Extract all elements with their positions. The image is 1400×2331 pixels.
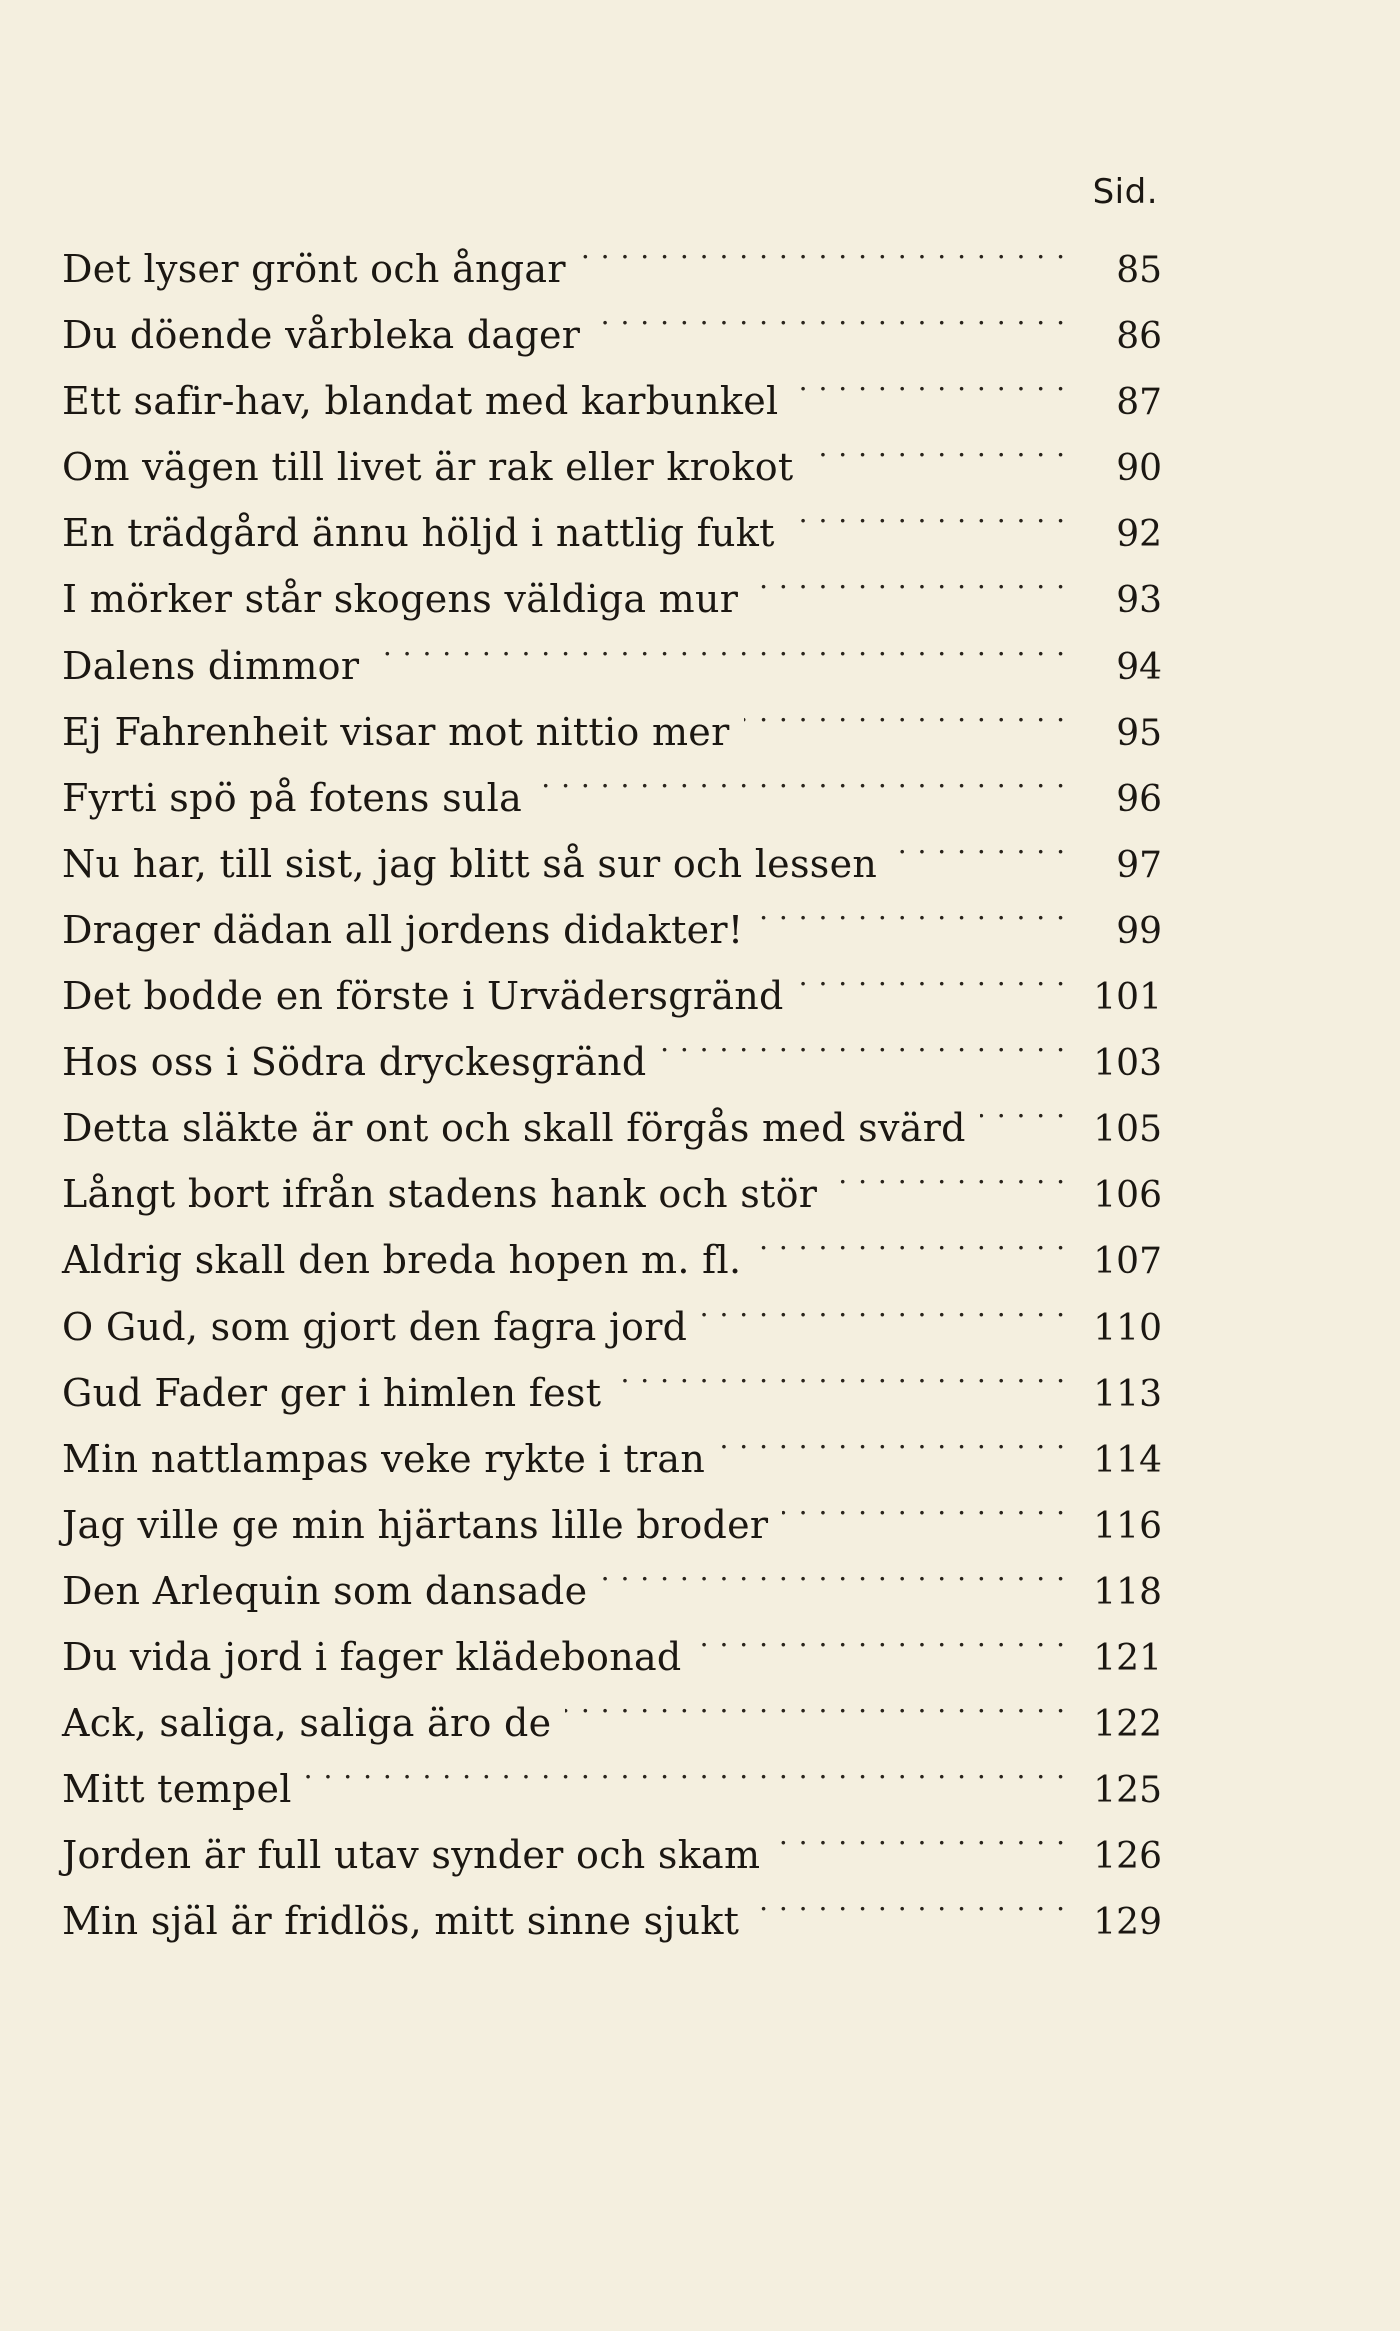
- dot-leader: [789, 480, 1066, 546]
- dot-leader: [601, 1538, 1066, 1604]
- dot-leader: [306, 1736, 1066, 1802]
- entry-title: Det lyser grönt och ångar: [62, 247, 566, 291]
- entry-title: Min nattlampas veke rykte i tran: [62, 1436, 706, 1481]
- entry-title: Ej Fahrenheit visar mot nittio mer: [62, 709, 730, 754]
- entry-page-number: 87: [1116, 382, 1162, 424]
- entry-page-number: 97: [1116, 844, 1162, 886]
- entry-title: Det bodde en förste i Urvädersgränd: [62, 974, 784, 1019]
- dot-leader: [774, 1802, 1066, 1868]
- entry-title: Fyrti spö på fotens sula: [62, 775, 523, 820]
- entry-title: Nu har, till sist, jag blitt så sur och lessen: [62, 841, 878, 886]
- entry-title: Mitt tempel: [62, 1767, 292, 1812]
- entry-title: Långt bort ifrån stadens hank och stör: [62, 1172, 818, 1217]
- dot-leader: [701, 1274, 1066, 1340]
- entry-page-number: 129: [1093, 1902, 1162, 1944]
- entry-title: Min själ är fridlös, mitt sinne sjukt: [62, 1899, 740, 1944]
- dot-leader: [696, 1604, 1066, 1670]
- entry-page-number: 114: [1093, 1439, 1162, 1481]
- entry-page-number: 85: [1116, 250, 1162, 291]
- entry-page-number: 105: [1093, 1109, 1162, 1151]
- entry-title: Jorden är full utav synder och skam: [62, 1833, 761, 1878]
- entry-title: Drager dädan all jordens didakter!: [62, 907, 744, 952]
- dot-leader: [373, 613, 1066, 679]
- entry-page-number: 110: [1093, 1307, 1162, 1349]
- entry-title: En trädgård ännu höljd i nattlig fukt: [62, 511, 775, 556]
- entry-page-number: 96: [1116, 778, 1162, 820]
- dot-leader: [744, 679, 1066, 745]
- dot-leader: [891, 811, 1066, 877]
- entry-title: Du döende vårbleka dager: [62, 313, 581, 358]
- dot-leader: [831, 1141, 1066, 1207]
- entry-page-number: 121: [1093, 1637, 1162, 1679]
- entry-page-number: 116: [1093, 1505, 1162, 1547]
- entry-page-number: 107: [1093, 1241, 1162, 1283]
- dot-leader: [752, 546, 1066, 612]
- entry-page-number: 86: [1116, 316, 1162, 358]
- entry-page-number: 99: [1116, 910, 1162, 952]
- entry-page-number: 90: [1116, 448, 1162, 490]
- entry-page-number: 122: [1093, 1704, 1162, 1746]
- entry-page-number: 101: [1093, 977, 1162, 1019]
- entry-title: O Gud, som gjort den fagra jord: [62, 1304, 688, 1349]
- entry-title: Dalens dimmor: [62, 643, 360, 688]
- entry-title: Ett safir-hav, blandat med karbunkel: [62, 379, 779, 424]
- dot-leader: [792, 348, 1066, 414]
- page-column-header: Sid.: [1092, 172, 1158, 212]
- dot-leader: [755, 1207, 1066, 1273]
- dot-leader: [980, 1075, 1066, 1141]
- dot-leader: [753, 1868, 1066, 1934]
- dot-leader: [757, 877, 1066, 943]
- entry-title: Detta släkte är ont och skall förgås med svärd: [62, 1106, 966, 1151]
- dot-leader: [580, 216, 1066, 282]
- dot-leader: [536, 745, 1066, 811]
- entry-page-number: 125: [1093, 1770, 1162, 1812]
- entry-title: Om vägen till livet är rak eller krokot: [62, 445, 794, 490]
- dot-leader: [807, 414, 1066, 480]
- entry-page-number: 118: [1093, 1571, 1162, 1613]
- dot-leader: [594, 282, 1066, 348]
- entry-title: Ack, saliga, saliga äro de: [62, 1701, 552, 1746]
- entry-title: Den Arlequin som dansade: [62, 1568, 588, 1613]
- entry-page-number: 126: [1093, 1836, 1162, 1878]
- entry-title: Gud Fader ger i himlen fest: [62, 1370, 602, 1415]
- dot-leader: [565, 1670, 1066, 1736]
- entry-page-number: 103: [1093, 1043, 1162, 1085]
- dot-leader: [719, 1406, 1066, 1472]
- entry-page-number: 95: [1116, 712, 1162, 754]
- entry-title: Hos oss i Södra dryckesgränd: [62, 1040, 647, 1085]
- table-of-contents: [62, 216, 1162, 1944]
- dot-leader: [661, 1009, 1066, 1075]
- entry-title: Du vida jord i fager klädebonad: [62, 1634, 682, 1679]
- dot-leader: [615, 1340, 1066, 1406]
- entry-page-number: 94: [1116, 646, 1162, 688]
- entry-page-number: 93: [1116, 580, 1162, 622]
- entry-title: I mörker står skogens väldiga mur: [62, 577, 739, 622]
- toc-entry: [62, 216, 1162, 291]
- dot-leader: [798, 943, 1066, 1009]
- entry-title: Jag ville ge min hjärtans lille broder: [62, 1502, 769, 1547]
- entry-page-number: 106: [1093, 1175, 1162, 1217]
- entry-page-number: 113: [1093, 1373, 1162, 1415]
- entry-page-number: 92: [1116, 514, 1162, 556]
- dot-leader: [782, 1472, 1066, 1538]
- entry-title: Aldrig skall den breda hopen m. fl.: [62, 1238, 742, 1283]
